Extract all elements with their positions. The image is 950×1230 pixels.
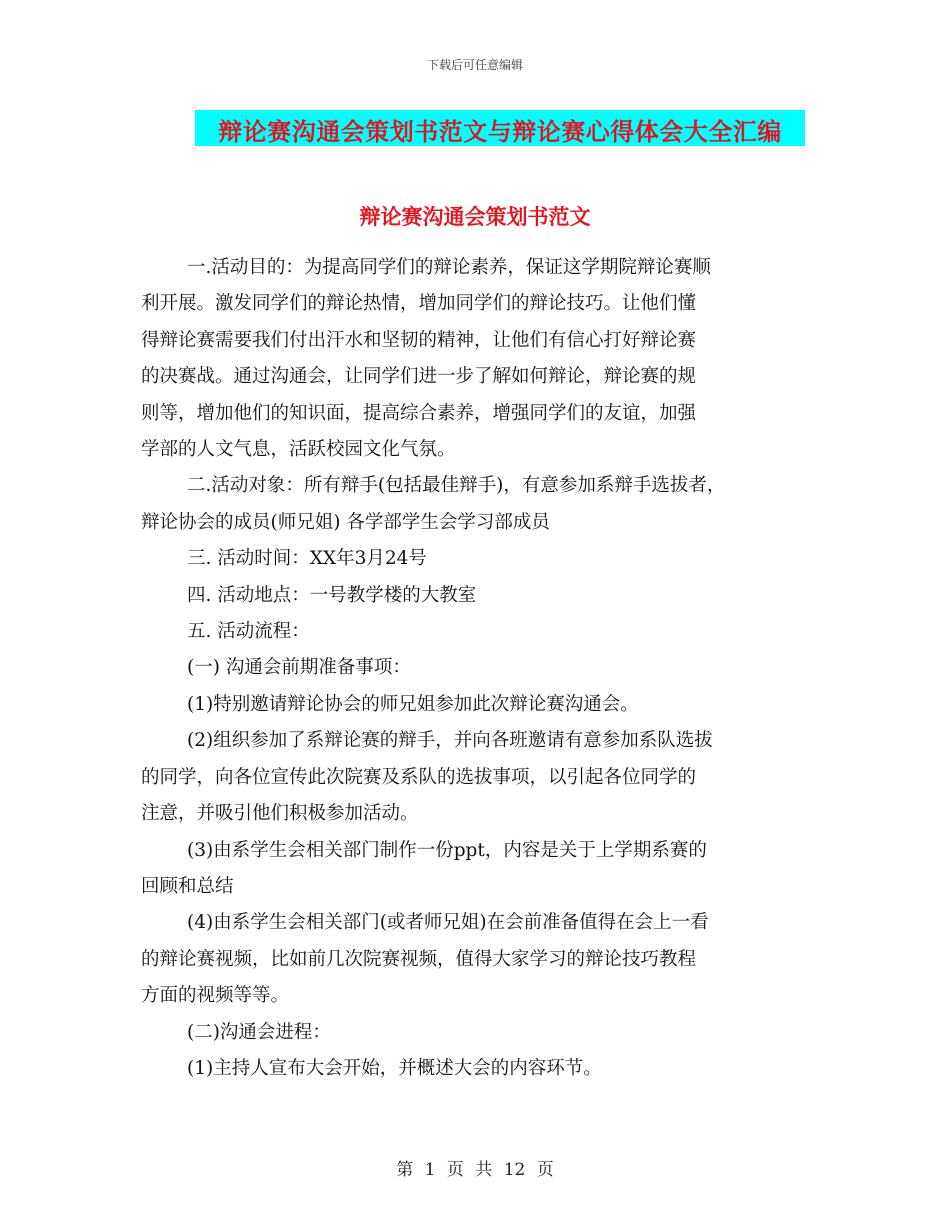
body-line: (2)组织参加了系辩论赛的辩手，并向各班邀请有意参加系队选拔	[187, 730, 713, 752]
body-line: (1)特别邀请辩论协会的师兄姐参加此次辩论赛沟通会。	[187, 693, 639, 715]
body-line: 利开展。激发同学们的辩论热情，增加同学们的辩论技巧。让他们懂	[141, 293, 697, 315]
body-line: 四. 活动地点：一号教学楼的大教室	[187, 584, 477, 606]
body-line: 五. 活动流程：	[187, 621, 310, 643]
document-title: 辩论赛沟通会策划书范文与辩论赛心得体会大全汇编	[218, 118, 782, 146]
body-line: 则等，增加他们的知识面，提高综合素养，增强同学们的友谊，加强	[141, 402, 697, 424]
body-line: 三. 活动时间：XX年3月24号	[187, 548, 427, 570]
body-line: 注意，并吸引他们积极参加活动。	[141, 803, 419, 825]
body-line: 学部的人文气息，活跃校园文化气氛。	[141, 439, 456, 461]
body-line: 的决赛战。通过沟通会，让同学们进一步了解如何辩论，辩论赛的规	[141, 366, 697, 388]
body-line: 二.活动对象：所有辩手(包括最佳辩手)，有意参加系辩手选拔者，	[187, 475, 726, 497]
body-line: (1)主持人宣布大会开始，并概述大会的内容环节。	[187, 1057, 602, 1079]
document-body	[141, 250, 816, 1087]
body-line: 的辩论赛视频，比如前几次院赛视频，值得大家学习的辩论技巧教程	[141, 948, 697, 970]
body-line: 辩论协会的成员(师兄姐) 各学部学生会学习部成员	[141, 511, 550, 533]
body-line: 的同学，向各位宣传此次院赛及系队的选拔事项，以引起各位同学的	[141, 766, 697, 788]
section-title: 辩论赛沟通会策划书范文	[359, 205, 591, 229]
body-line: 一.活动目的：为提高同学们的辩论素养，保证这学期院辩论赛顺	[187, 257, 711, 278]
body-line: 方面的视频等等。	[141, 985, 290, 1007]
page-footer: 第 1 页 共 12 页	[396, 1160, 554, 1180]
body-line: 回顾和总结	[141, 875, 234, 897]
body-line: (3)由系学生会相关部门制作一份ppt，内容是关于上学期系赛的	[187, 839, 707, 861]
body-line: (二)沟通会进程：	[187, 1021, 331, 1043]
body-line: (4)由系学生会相关部门(或者师兄姐)在会前准备值得在会上一看	[187, 912, 709, 934]
body-line: 得辩论赛需要我们付出汗水和坚韧的精神，让他们有信心打好辩论赛	[141, 329, 697, 351]
body-line: (一) 沟通会前期准备事项：	[187, 657, 411, 679]
page-header-note: 下载后可任意编辑	[426, 58, 523, 72]
